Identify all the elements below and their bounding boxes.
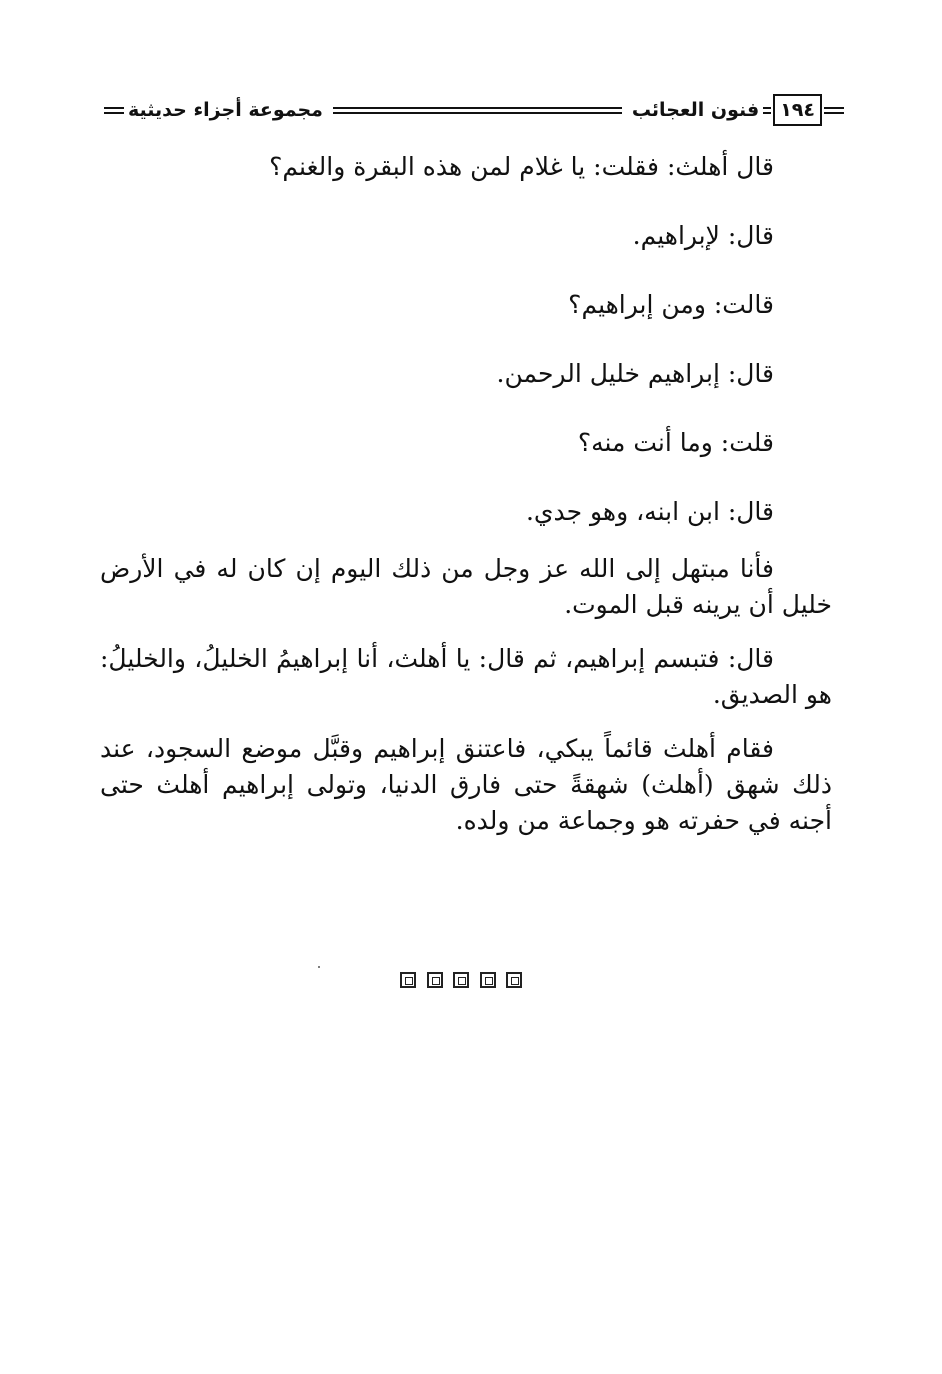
dialogue-line: قال: لإبراهيم. xyxy=(632,221,774,250)
book-title: فنون العجائب xyxy=(631,99,760,121)
page-number: ١٩٤ xyxy=(773,94,822,126)
section-end-marks xyxy=(400,972,522,988)
dialogue-line: قال أهلث: فقلت: يا غلام لمن هذه البقرة والغنم؟ xyxy=(269,152,774,181)
dialogue-line: قال: ابن ابنه، وهو جدي. xyxy=(525,497,774,526)
square-ornament-icon xyxy=(427,972,443,988)
dialogue-line: قال: إبراهيم خليل الرحمن. xyxy=(496,359,774,388)
paragraph: قال: فتبسم إبراهيم، ثم قال: يا أهلث، أنا إبراهيمُ الخليلُ، والخليلُ: هو الصديق. xyxy=(100,644,832,709)
square-ornament-icon xyxy=(400,972,416,988)
running-header xyxy=(104,93,844,127)
dialogue-line: قلت: وما أنت منه؟ xyxy=(577,428,774,457)
header-rule-long xyxy=(333,107,622,114)
header-rule-right xyxy=(824,107,844,114)
print-speck xyxy=(318,966,320,968)
header-rule-left xyxy=(104,107,124,114)
paragraph: فقام أهلث قائماً يبكي، فاعتنق إبراهيم وقبَّل موضع السجود، عند ذلك شهق (أهلث) شهقةً حتى فارق الدنيا، وتولى إبراهيم أهلث حتى أجنه في حفرته هو وجماعة من ولده. xyxy=(100,734,832,835)
square-ornament-icon xyxy=(480,972,496,988)
series-title: مجموعة أجزاء حديثية xyxy=(128,99,323,121)
square-ornament-icon xyxy=(453,972,469,988)
body-text xyxy=(100,150,832,857)
dialogue-line: قالت: ومن إبراهيم؟ xyxy=(568,290,774,319)
header-rule-small xyxy=(763,107,771,114)
square-ornament-icon xyxy=(506,972,522,988)
paragraph: فأنا مبتهل إلى الله عز وجل من ذلك اليوم إن كان له في الأرض خليل أن يرينه قبل الموت. xyxy=(100,554,832,619)
